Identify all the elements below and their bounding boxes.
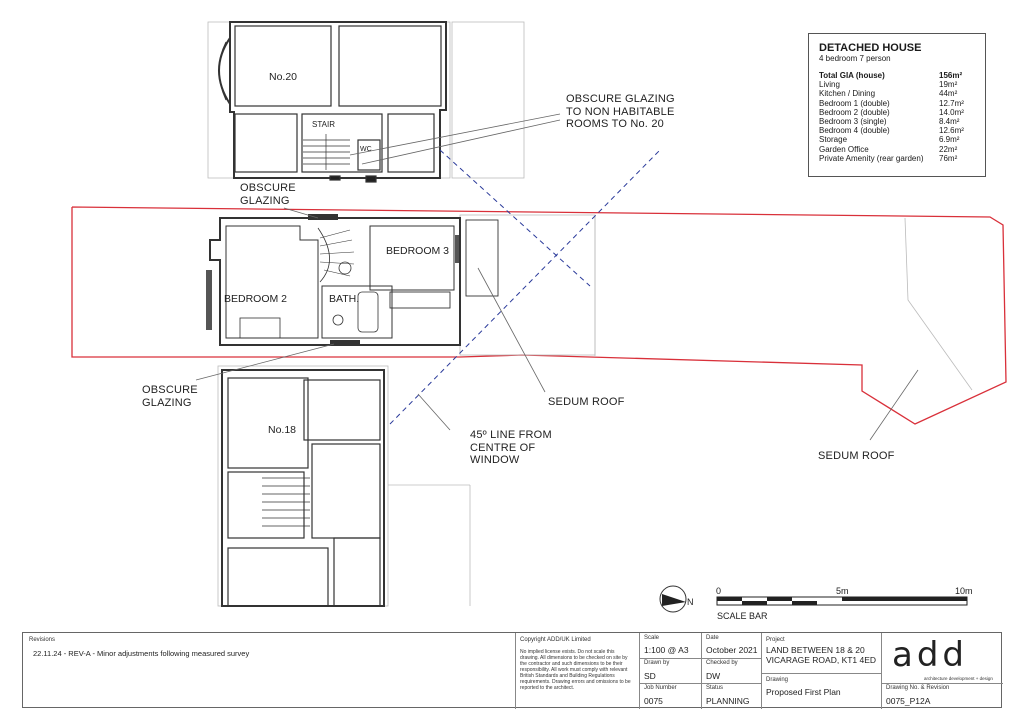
- line-45-degree: [390, 150, 660, 424]
- status-value: PLANNING: [706, 696, 750, 706]
- scale-bar-label: SCALE BAR: [717, 611, 768, 621]
- area-schedule: [808, 33, 986, 177]
- job-caption: Job Number: [644, 685, 677, 691]
- project-caption: Project: [766, 637, 785, 643]
- project-line2: VICARAGE ROAD, KT1 4ED: [766, 655, 877, 665]
- table-row: Bedroom 1 (double) 12.7m²: [819, 98, 964, 108]
- drawing-no-value: 0075_P12A: [886, 696, 931, 706]
- table-row: Living 19m²: [819, 80, 958, 90]
- north-arrow-icon: [660, 586, 686, 612]
- date-cell: [701, 633, 761, 709]
- scale-label-10: 10m: [955, 586, 973, 596]
- revision-text: 22.11.24 - REV-A - Minor adjustments following measured survey: [33, 649, 250, 658]
- drawn-value: SD: [644, 671, 656, 681]
- scale-value: 1:100 @ A3: [644, 645, 689, 655]
- project-line1: LAND BETWEEN 18 & 20: [766, 645, 865, 655]
- label-45-line: 45º LINE FROM CENTRE OF WINDOW: [470, 429, 552, 467]
- scale-label-0: 0: [716, 586, 722, 596]
- drawing-caption: Drawing: [766, 677, 789, 683]
- label-obscure-glazing-bottom: OBSCURE GLAZING: [142, 384, 198, 409]
- label-no20: No.20: [269, 71, 298, 83]
- tb-divider: [881, 683, 1003, 684]
- checked-caption: Checked by: [706, 660, 738, 666]
- table-row: Garden Office 22m²: [819, 144, 958, 154]
- no20-building: [208, 22, 524, 182]
- label-wc: WC: [360, 146, 372, 153]
- tb-divider: [639, 683, 761, 684]
- table-row: Kitchen / Dining 44m²: [819, 89, 958, 99]
- table-row: Storage 6.9m²: [819, 135, 960, 145]
- copyright-title: Copyright ADD/UK Limited: [520, 637, 591, 643]
- label-stair: STAIR: [312, 120, 335, 129]
- label-no18: No.18: [268, 424, 297, 436]
- status-caption: Status: [706, 685, 724, 691]
- label-obscure-non-habitable: OBSCURE GLAZING TO NON HABITABLE ROOMS TO No. 20: [566, 93, 675, 131]
- scale-bar: [717, 597, 967, 605]
- checked-value: DW: [706, 671, 721, 681]
- schedule-table: [819, 71, 975, 163]
- north-label: N: [687, 597, 694, 607]
- logo-cell: [881, 633, 1003, 709]
- scale-label-5: 5m: [836, 586, 849, 596]
- revisions-caption: Revisions: [29, 637, 56, 643]
- label-sedum-roof-1: SEDUM ROOF: [548, 396, 625, 408]
- table-row: Bedroom 2 (double) 14.0m²: [819, 107, 964, 117]
- project-cell: [761, 633, 881, 709]
- copyright-body: No implied license exists. Do not scale this drawing. All dimensions to be checked on site by the contractor and such dimensions to be their responsibility. All work must comply with relevant British Standards and Building Regulations requirements. Drawing errors and omissions to be reported to the architect.: [520, 649, 631, 691]
- scale-cell: [639, 633, 701, 709]
- label-bedroom2: BEDROOM 2: [224, 293, 288, 305]
- proposed-house: [206, 214, 972, 390]
- drawing-no-caption: Drawing No. & Revision: [886, 685, 950, 691]
- drawn-caption: Drawn by: [644, 660, 670, 666]
- label-sedum-roof-2: SEDUM ROOF: [818, 450, 895, 462]
- label-obscure-glazing-top: OBSCURE GLAZING: [240, 182, 296, 207]
- schedule-subtitle: 4 bedroom 7 person: [819, 54, 891, 63]
- date-value: October 2021: [706, 645, 758, 655]
- company-logo: add: [892, 635, 968, 675]
- table-row: Bedroom 4 (double) 12.6m²: [819, 126, 964, 136]
- schedule-title: DETACHED HOUSE: [819, 42, 922, 54]
- label-bedroom3: BEDROOM 3: [386, 245, 450, 257]
- table-row: Bedroom 3 (single) 8.4m²: [819, 116, 960, 126]
- table-row: Private Amenity (rear garden) 76m²: [819, 153, 958, 163]
- tb-divider: [639, 658, 761, 659]
- table-row: Total GIA (house) 156m²: [819, 71, 963, 80]
- no18-building: [218, 366, 470, 606]
- tb-divider: [761, 673, 881, 674]
- copyright-cell: [515, 633, 639, 709]
- scale-caption: Scale: [644, 635, 660, 641]
- drawing-value: Proposed First Plan: [766, 687, 841, 697]
- line-45-degree-reverse: [440, 150, 590, 286]
- logo-tagline: architecture development + design: [924, 676, 993, 681]
- date-caption: Date: [706, 635, 719, 641]
- job-value: 0075: [644, 696, 663, 706]
- label-bath: BATH.: [329, 293, 360, 305]
- title-block: [22, 632, 1002, 708]
